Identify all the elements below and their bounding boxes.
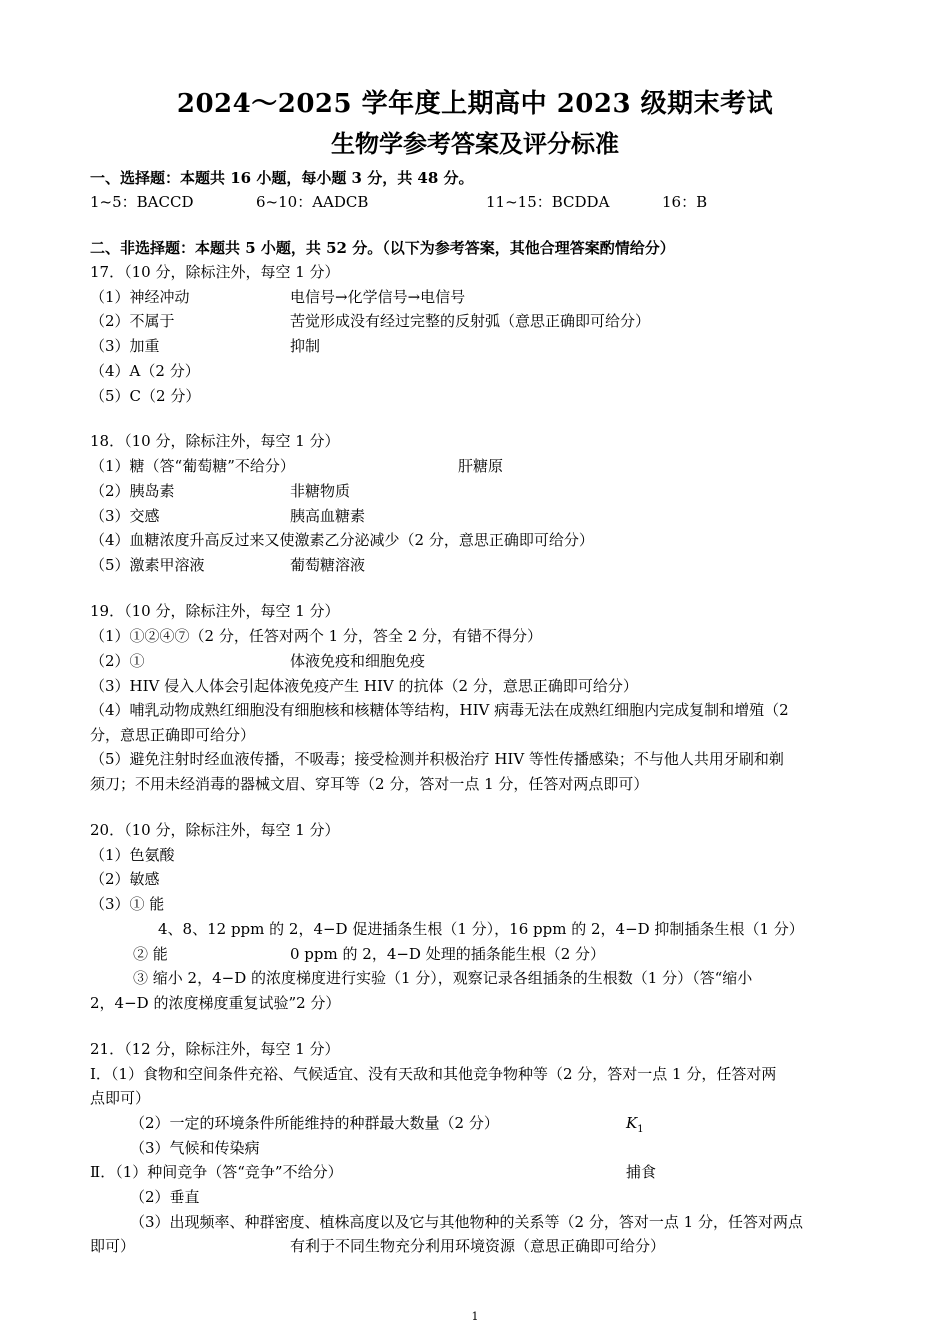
q18-2-b: 非糖物质 — [290, 482, 351, 500]
q21-3-a: （2）一定的环境条件所能维持的种群最大数量（2 分） — [130, 1114, 499, 1132]
q18-1-b: 肝糖原 — [458, 457, 504, 475]
q21-line7: （3）出现频率、种群密度、植株高度以及它与其他物种的关系等（2 分，答对一点 1 分，任答对两点 — [130, 1213, 803, 1231]
page-number: 1 — [471, 1310, 479, 1323]
q20-line2: （2）敏感 — [90, 870, 160, 888]
page-subtitle: 生物学参考答案及评分标准 — [331, 129, 619, 158]
q17-header: 17．（10 分，除标注外，每空 1 分） — [90, 263, 340, 281]
q17-3-a: （3）加重 — [90, 337, 160, 355]
q21-8-b: 有利于不同生物充分利用环境资源（意思正确即可给分） — [290, 1237, 666, 1255]
q20-line4: 4、8、12 ppm 的 2，4−D 促进插条生根（1 分），16 ppm 的 2，4−D 抑制插条生根（1 分） — [158, 920, 804, 938]
q18-line5 — [90, 553, 860, 577]
choice-answer-4: 16：B — [662, 193, 708, 211]
q17-3-b: 抑制 — [290, 337, 321, 355]
q19-header: 19．（10 分，除标注外，每空 1 分） — [90, 602, 340, 620]
q18-3-b: 胰高血糖素 — [290, 507, 366, 525]
q18-2-a: （2）胰岛素 — [90, 482, 175, 500]
q17-1-a: （1）神经冲动 — [90, 288, 190, 306]
q18-line1 — [90, 454, 860, 478]
q21-line8 — [90, 1234, 860, 1258]
q19-line4b: 分，意思正确即可给分） — [90, 726, 256, 744]
q21-5-b: 捕食 — [626, 1163, 657, 1181]
q21-header: 21．（12 分，除标注外，每空 1 分） — [90, 1040, 340, 1058]
q18-1-a: （1）糖（答“葡萄糖”不给分） — [90, 457, 295, 475]
q21-5-a: Ⅱ．（1）种间竞争（答“竞争”不给分） — [90, 1163, 343, 1181]
q19-line2 — [90, 649, 860, 673]
q20-line3: （3）① 能 — [90, 895, 165, 913]
q20-line7: 2，4−D 的浓度梯度重复试验”2 分） — [90, 994, 341, 1012]
q19-line5a: （5）避免注射时经血液传播，不吸毒；接受检测并积极治疗 HIV 等性传播感染；不与他人共用牙刷和剃 — [90, 750, 784, 768]
q17-line4: （4）A（2 分） — [90, 362, 200, 380]
q17-line5: （5）C（2 分） — [90, 387, 201, 405]
q21-line3 — [130, 1111, 860, 1135]
q20-5-b: 0 ppm 的 2，4−D 处理的插条能生根（2 分） — [290, 945, 606, 963]
choice-answer-3: 11~15：BCDDA — [486, 193, 610, 211]
q21-line4: （3）气候和传染病 — [130, 1139, 260, 1157]
q18-5-b: 葡萄糖溶液 — [290, 556, 366, 574]
q21-line1: Ⅰ．（1）食物和空间条件充裕、气候适宜、没有天敌和其他竞争物种等（2 分，答对一点 1 分，任答对两 — [90, 1065, 777, 1083]
q20-header: 20．（10 分，除标注外，每空 1 分） — [90, 821, 340, 839]
q18-3-a: （3）交感 — [90, 507, 160, 525]
q19-2-b: 体液免疫和细胞免疫 — [290, 652, 426, 670]
q18-header: 18．（10 分，除标注外，每空 1 分） — [90, 432, 340, 450]
q18-line4: （4）血糖浓度升高反过来又使激素乙分泌减少（2 分，意思正确即可给分） — [90, 531, 594, 549]
q20-5-a: ② 能 — [133, 945, 168, 963]
q17-line3 — [90, 334, 860, 358]
q17-line1 — [90, 285, 860, 309]
q19-line1: （1）①②④⑦（2 分，任答对两个 1 分，答全 2 分，有错不得分） — [90, 627, 543, 645]
q21-8-a: 即可） — [90, 1237, 136, 1255]
q21-line6: （2）垂直 — [130, 1188, 200, 1206]
q21-line2: 点即可） — [90, 1089, 151, 1107]
q19-line5b: 须刀；不用未经消毒的器械文眉、穿耳等（2 分，答对一点 1 分，任答对两点即可） — [90, 775, 649, 793]
q21-3-k-sub: 1 — [637, 1124, 644, 1135]
q20-line1: （1）色氨酸 — [90, 846, 175, 864]
q21-line5 — [90, 1160, 860, 1184]
q19-2-a: （2）① — [90, 652, 145, 670]
q20-line6: ③ 缩小 2，4−D 的浓度梯度进行实验（1 分），观察记录各组插条的生根数（1 分）（答“缩小 — [133, 969, 753, 987]
page-title: 2024～2025 学年度上期高中 2023 级期末考试 — [176, 89, 774, 119]
q17-2-b: 苦觉形成没有经过完整的反射弧（意思正确即可给分） — [290, 312, 651, 330]
q18-5-a: （5）激素甲溶液 — [90, 556, 205, 574]
q19-line3: （3）HIV 侵入人体会引起体液免疫产生 HIV 的抗体（2 分，意思正确即可给分） — [90, 677, 638, 695]
q21-3-k-letter: K — [626, 1114, 638, 1132]
section2-header: 二、非选择题：本题共 5 小题，共 52 分。（以下为参考答案，其他合理答案酌情给分） — [90, 239, 675, 257]
section1-header: 一、选择题：本题共 16 小题，每小题 3 分，共 48 分。 — [90, 169, 474, 187]
q17-1-b: 电信号→化学信号→电信号 — [290, 288, 466, 306]
q19-line4a: （4）哺乳动物成熟红细胞没有细胞核和核糖体等结构，HIV 病毒无法在成熟红细胞内完成复制和增殖（2 — [90, 701, 789, 719]
q20-line5 — [133, 942, 860, 966]
choice-answer-2: 6~10：AADCB — [256, 193, 369, 211]
choice-answer-1: 1~5：BACCD — [90, 193, 194, 211]
q17-line2 — [90, 309, 860, 333]
q17-2-a: （2）不属于 — [90, 312, 175, 330]
q18-line3 — [90, 504, 860, 528]
q18-line2 — [90, 479, 860, 503]
